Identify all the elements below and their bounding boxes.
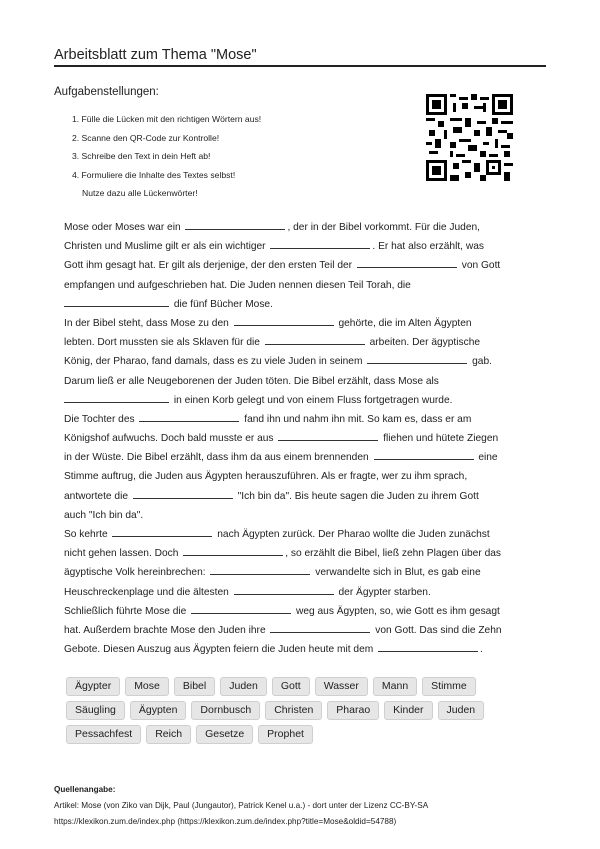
blank-field[interactable] — [234, 584, 334, 595]
word-chip[interactable]: Mann — [373, 677, 417, 696]
text-line: auch "Ich bin da". — [64, 509, 144, 521]
sources-section — [54, 782, 554, 830]
blank-field[interactable] — [183, 545, 283, 556]
word-bank-row — [66, 701, 506, 720]
blank-field[interactable] — [367, 353, 467, 364]
text-line: hat. Außerdem brachte Mose den Juden ihre von Gott. Das sind die Zehn — [64, 621, 546, 640]
text-line: lebten. Dort mussten sie als Sklaven für die arbeiten. Der ägyptische — [64, 333, 546, 352]
sources-article: Artikel: Mose (von Ziko van Dijk, Paul (Jungautor), Patrick Kenel u.a.) - dort unter der Lizenz CC-BY-SA — [54, 801, 429, 810]
text-line: ägyptische Volk hereinbrechen: verwandelte sich in Blut, es gab eine — [64, 563, 546, 582]
word-chip[interactable]: Ägypter — [66, 677, 120, 696]
text-line: Stimme auftrug, die Juden aus Ägypten herauszuführen. Als er fragte, wer zu ihm sprach, — [64, 471, 468, 483]
blank-field[interactable] — [278, 430, 378, 441]
word-chip[interactable]: Reich — [146, 725, 191, 744]
text-line: Christen und Muslime gilt er als ein wichtiger . Er hat also erzählt, was — [64, 237, 546, 256]
title-divider — [54, 65, 546, 67]
instructions-heading: Aufgabenstellungen: — [54, 86, 159, 98]
blank-field[interactable] — [374, 449, 474, 460]
text-line: empfangen und aufgeschrieben hat. Die Juden nennen diesen Teil Torah, die — [64, 279, 411, 291]
word-chip[interactable]: Prophet — [258, 725, 313, 744]
sources-link[interactable]: https://klexikon.zum.de/index.php (https://klexikon.zum.de/index.php?title=Mose&oldid=54788) — [54, 817, 397, 826]
instruction-item: 2. Scanne den QR-Code zur Kontrolle! — [72, 132, 220, 143]
page-title: Arbeitsblatt zum Thema "Mose" — [54, 47, 257, 63]
blank-field[interactable] — [133, 488, 233, 499]
text-line: in der Wüste. Die Bibel erzählt, dass ihm da aus einem brennenden eine — [64, 448, 546, 467]
text-line: Die Tochter des fand ihn und nahm ihn mit. So kam es, dass er am — [64, 410, 546, 429]
blank-field[interactable] — [139, 411, 239, 422]
text-line: Gott ihm gesagt hat. Er gilt als derjenige, der den ersten Teil der von Gott — [64, 256, 546, 275]
word-chip[interactable]: Stimme — [422, 677, 476, 696]
instruction-note: Nutze dazu alle Lückenwörter! — [82, 188, 198, 198]
blank-field[interactable] — [185, 219, 285, 230]
word-chip[interactable]: Christen — [265, 701, 322, 720]
text-line: nicht gehen lassen. Doch , so erzählt die Bibel, ließ zehn Plagen über das — [64, 544, 546, 563]
text-line: Mose oder Moses war ein , der in der Bibel vorkommt. Für die Juden, — [64, 218, 546, 237]
blank-field[interactable] — [112, 526, 212, 537]
blank-field[interactable] — [378, 641, 478, 652]
word-chip[interactable]: Säugling — [66, 701, 125, 720]
word-chip[interactable]: Ägypten — [130, 701, 187, 720]
text-line: Darum ließ er alle Neugeborenen der Juden töten. Die Bibel erzählt, dass Mose als — [64, 375, 439, 387]
text-line: Gebote. Diesen Auszug aus Ägypten feiern die Juden heute mit dem . — [64, 640, 546, 659]
blank-field[interactable] — [270, 238, 370, 249]
text-line: Heuschreckenplage und die ältesten der Ägypter starben. — [64, 583, 546, 602]
blank-field[interactable] — [357, 257, 457, 268]
word-chip[interactable]: Pessachfest — [66, 725, 141, 744]
blank-field[interactable] — [270, 622, 370, 633]
word-chip[interactable]: Juden — [220, 677, 267, 696]
word-chip[interactable]: Mose — [125, 677, 169, 696]
blank-field[interactable] — [234, 315, 334, 326]
word-bank-row — [66, 677, 506, 696]
word-chip[interactable]: Pharao — [327, 701, 379, 720]
word-chip[interactable]: Kinder — [384, 701, 432, 720]
word-bank-row — [66, 725, 506, 744]
blank-field[interactable] — [191, 603, 291, 614]
word-chip[interactable]: Bibel — [174, 677, 215, 696]
text-line: die fünf Bücher Mose. — [64, 295, 546, 314]
blank-field[interactable] — [64, 296, 169, 307]
qr-code-icon — [426, 94, 513, 181]
text-line: So kehrte nach Ägypten zurück. Der Pharao wollte die Juden zunächst — [64, 525, 546, 544]
word-chip[interactable]: Gesetze — [196, 725, 253, 744]
word-chip[interactable]: Dornbusch — [191, 701, 260, 720]
instruction-item: 3. Schreibe den Text in dein Heft ab! — [72, 151, 211, 161]
instruction-item: 1. Fülle die Lücken mit den richtigen Wörtern aus! — [72, 114, 262, 124]
blank-field[interactable] — [64, 392, 169, 403]
word-bank — [66, 677, 506, 749]
word-chip[interactable]: Wasser — [315, 677, 368, 696]
blank-field[interactable] — [210, 564, 310, 575]
instruction-item: 4. Formuliere die Inhalte des Textes selbst! — [72, 169, 236, 180]
text-line: In der Bibel steht, dass Mose zu den gehörte, die im Alten Ägypten — [64, 314, 546, 333]
text-line: König, der Pharao, fand damals, dass es zu viele Juden in seinem gab. — [64, 352, 546, 371]
text-line: antwortete die "Ich bin da". Bis heute sagen die Juden zu ihrem Gott — [64, 487, 546, 506]
word-chip[interactable]: Juden — [438, 701, 485, 720]
text-line: Königshof aufwuchs. Doch bald musste er aus fliehen und hütete Ziegen — [64, 429, 546, 448]
text-line: in einen Korb gelegt und von einem Fluss fortgetragen wurde. — [64, 391, 546, 410]
blank-field[interactable] — [265, 334, 365, 345]
instructions-list — [72, 110, 261, 203]
sources-heading: Quellenangabe: — [54, 785, 116, 794]
cloze-text — [64, 218, 546, 659]
word-chip[interactable]: Gott — [272, 677, 310, 696]
text-line: Schließlich führte Mose die weg aus Ägypten, so, wie Gott es ihm gesagt — [64, 602, 546, 621]
